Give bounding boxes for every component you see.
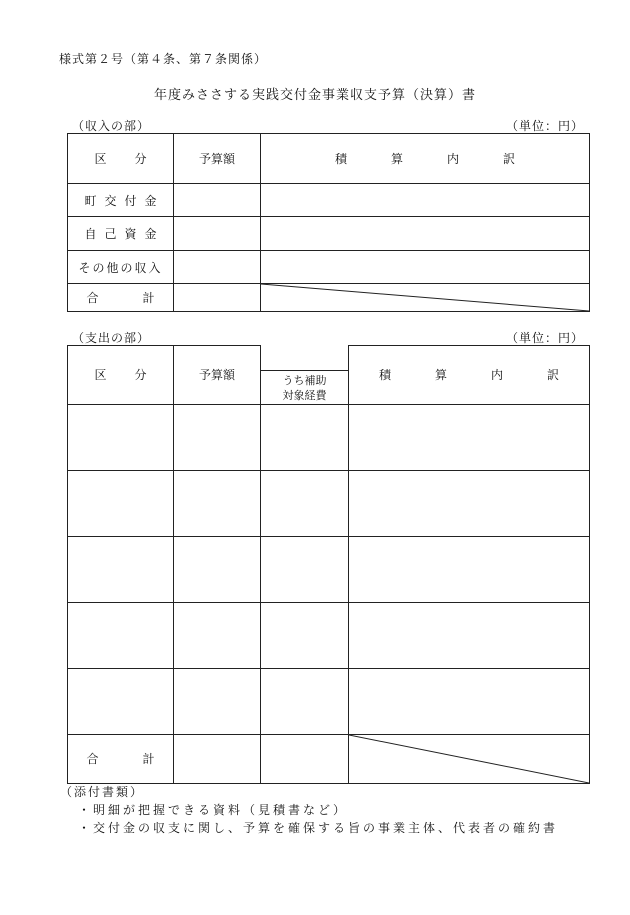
table-row [68, 470, 590, 536]
table-row [68, 251, 590, 284]
income-breakdown-cell[interactable] [261, 184, 590, 217]
expense-total-row [68, 734, 590, 783]
expense-header-row [68, 346, 590, 405]
table-row [68, 404, 590, 470]
income-total-label: 合 計 [68, 284, 174, 312]
expense-breakdown-cell[interactable] [349, 602, 590, 668]
attachments-title: （添付書類） [60, 785, 145, 799]
expense-unit-label: （単位：円） [505, 331, 584, 345]
diagonal-line [349, 735, 589, 783]
expense-total-budget-cell[interactable] [174, 734, 261, 783]
income-row-label: 自己資金 [68, 217, 174, 251]
expense-total-label: 合 計 [68, 734, 174, 783]
table-row [68, 602, 590, 668]
expense-header-budget: 予算額 [174, 346, 261, 405]
expense-budget-cell[interactable] [174, 536, 261, 602]
income-header-breakdown: 積 算 内 訳 [261, 134, 590, 184]
expense-budget-cell[interactable] [174, 602, 261, 668]
document-title: 年度みささする実践交付金事業収支予算（決算）書 [153, 88, 476, 103]
income-total-breakdown-diagonal [261, 284, 590, 312]
expense-category-cell[interactable] [68, 668, 174, 734]
expense-breakdown-cell[interactable] [349, 668, 590, 734]
expense-category-cell[interactable] [68, 470, 174, 536]
expense-category-cell[interactable] [68, 536, 174, 602]
table-row [68, 184, 590, 217]
expense-budget-cell[interactable] [174, 470, 261, 536]
diagonal-line [261, 284, 589, 311]
expense-category-cell[interactable] [68, 404, 174, 470]
expense-total-subsidy-cell[interactable] [261, 734, 349, 783]
expense-subsidy-cell[interactable] [261, 536, 349, 602]
income-section-label: （収入の部） [72, 119, 151, 133]
expense-subsidy-cell[interactable] [261, 668, 349, 734]
expense-category-cell[interactable] [68, 602, 174, 668]
expense-budget-cell[interactable] [174, 404, 261, 470]
expense-section-label: （支出の部） [72, 331, 151, 345]
subsidy-label-box [261, 370, 348, 404]
income-header-row [68, 134, 590, 184]
subsidy-label-line1: うち補助 [282, 373, 327, 387]
income-header-category: 区 分 [68, 134, 174, 184]
income-unit-label: （単位：円） [505, 119, 584, 133]
attachment-item: ・明細が把握できる資料（見積書など） [78, 803, 349, 817]
table-row [68, 536, 590, 602]
income-breakdown-cell[interactable] [261, 217, 590, 251]
subsidy-label-line2: 対象経費 [282, 388, 327, 402]
income-table [67, 133, 590, 312]
income-budget-cell[interactable] [174, 251, 261, 284]
expense-breakdown-cell[interactable] [349, 470, 590, 536]
expense-subsidy-cell[interactable] [261, 602, 349, 668]
attachment-item: ・交付金の収支に関し、予算を確保する旨の事業主体、代表者の確約書 [78, 821, 559, 835]
expense-header-category: 区 分 [68, 346, 174, 405]
income-budget-cell[interactable] [174, 184, 261, 217]
expense-subsidy-cell[interactable] [261, 404, 349, 470]
expense-subsidy-cell[interactable] [261, 470, 349, 536]
income-breakdown-cell[interactable] [261, 251, 590, 284]
table-row [68, 217, 590, 251]
expense-header-subsidy [261, 346, 349, 405]
expense-total-breakdown-diagonal [349, 734, 590, 783]
table-row [68, 668, 590, 734]
expense-table [67, 345, 590, 784]
income-total-budget-cell[interactable] [174, 284, 261, 312]
income-row-label: 町交付金 [68, 184, 174, 217]
income-budget-cell[interactable] [174, 217, 261, 251]
expense-breakdown-cell[interactable] [349, 536, 590, 602]
income-row-label: その他の収入 [68, 251, 174, 284]
expense-budget-cell[interactable] [174, 668, 261, 734]
expense-breakdown-cell[interactable] [349, 404, 590, 470]
form-number: 様式第２号（第４条、第７条関係） [59, 52, 268, 66]
income-total-row [68, 284, 590, 312]
expense-header-breakdown: 積 算 内 訳 [349, 346, 590, 405]
income-header-budget: 予算額 [174, 134, 261, 184]
